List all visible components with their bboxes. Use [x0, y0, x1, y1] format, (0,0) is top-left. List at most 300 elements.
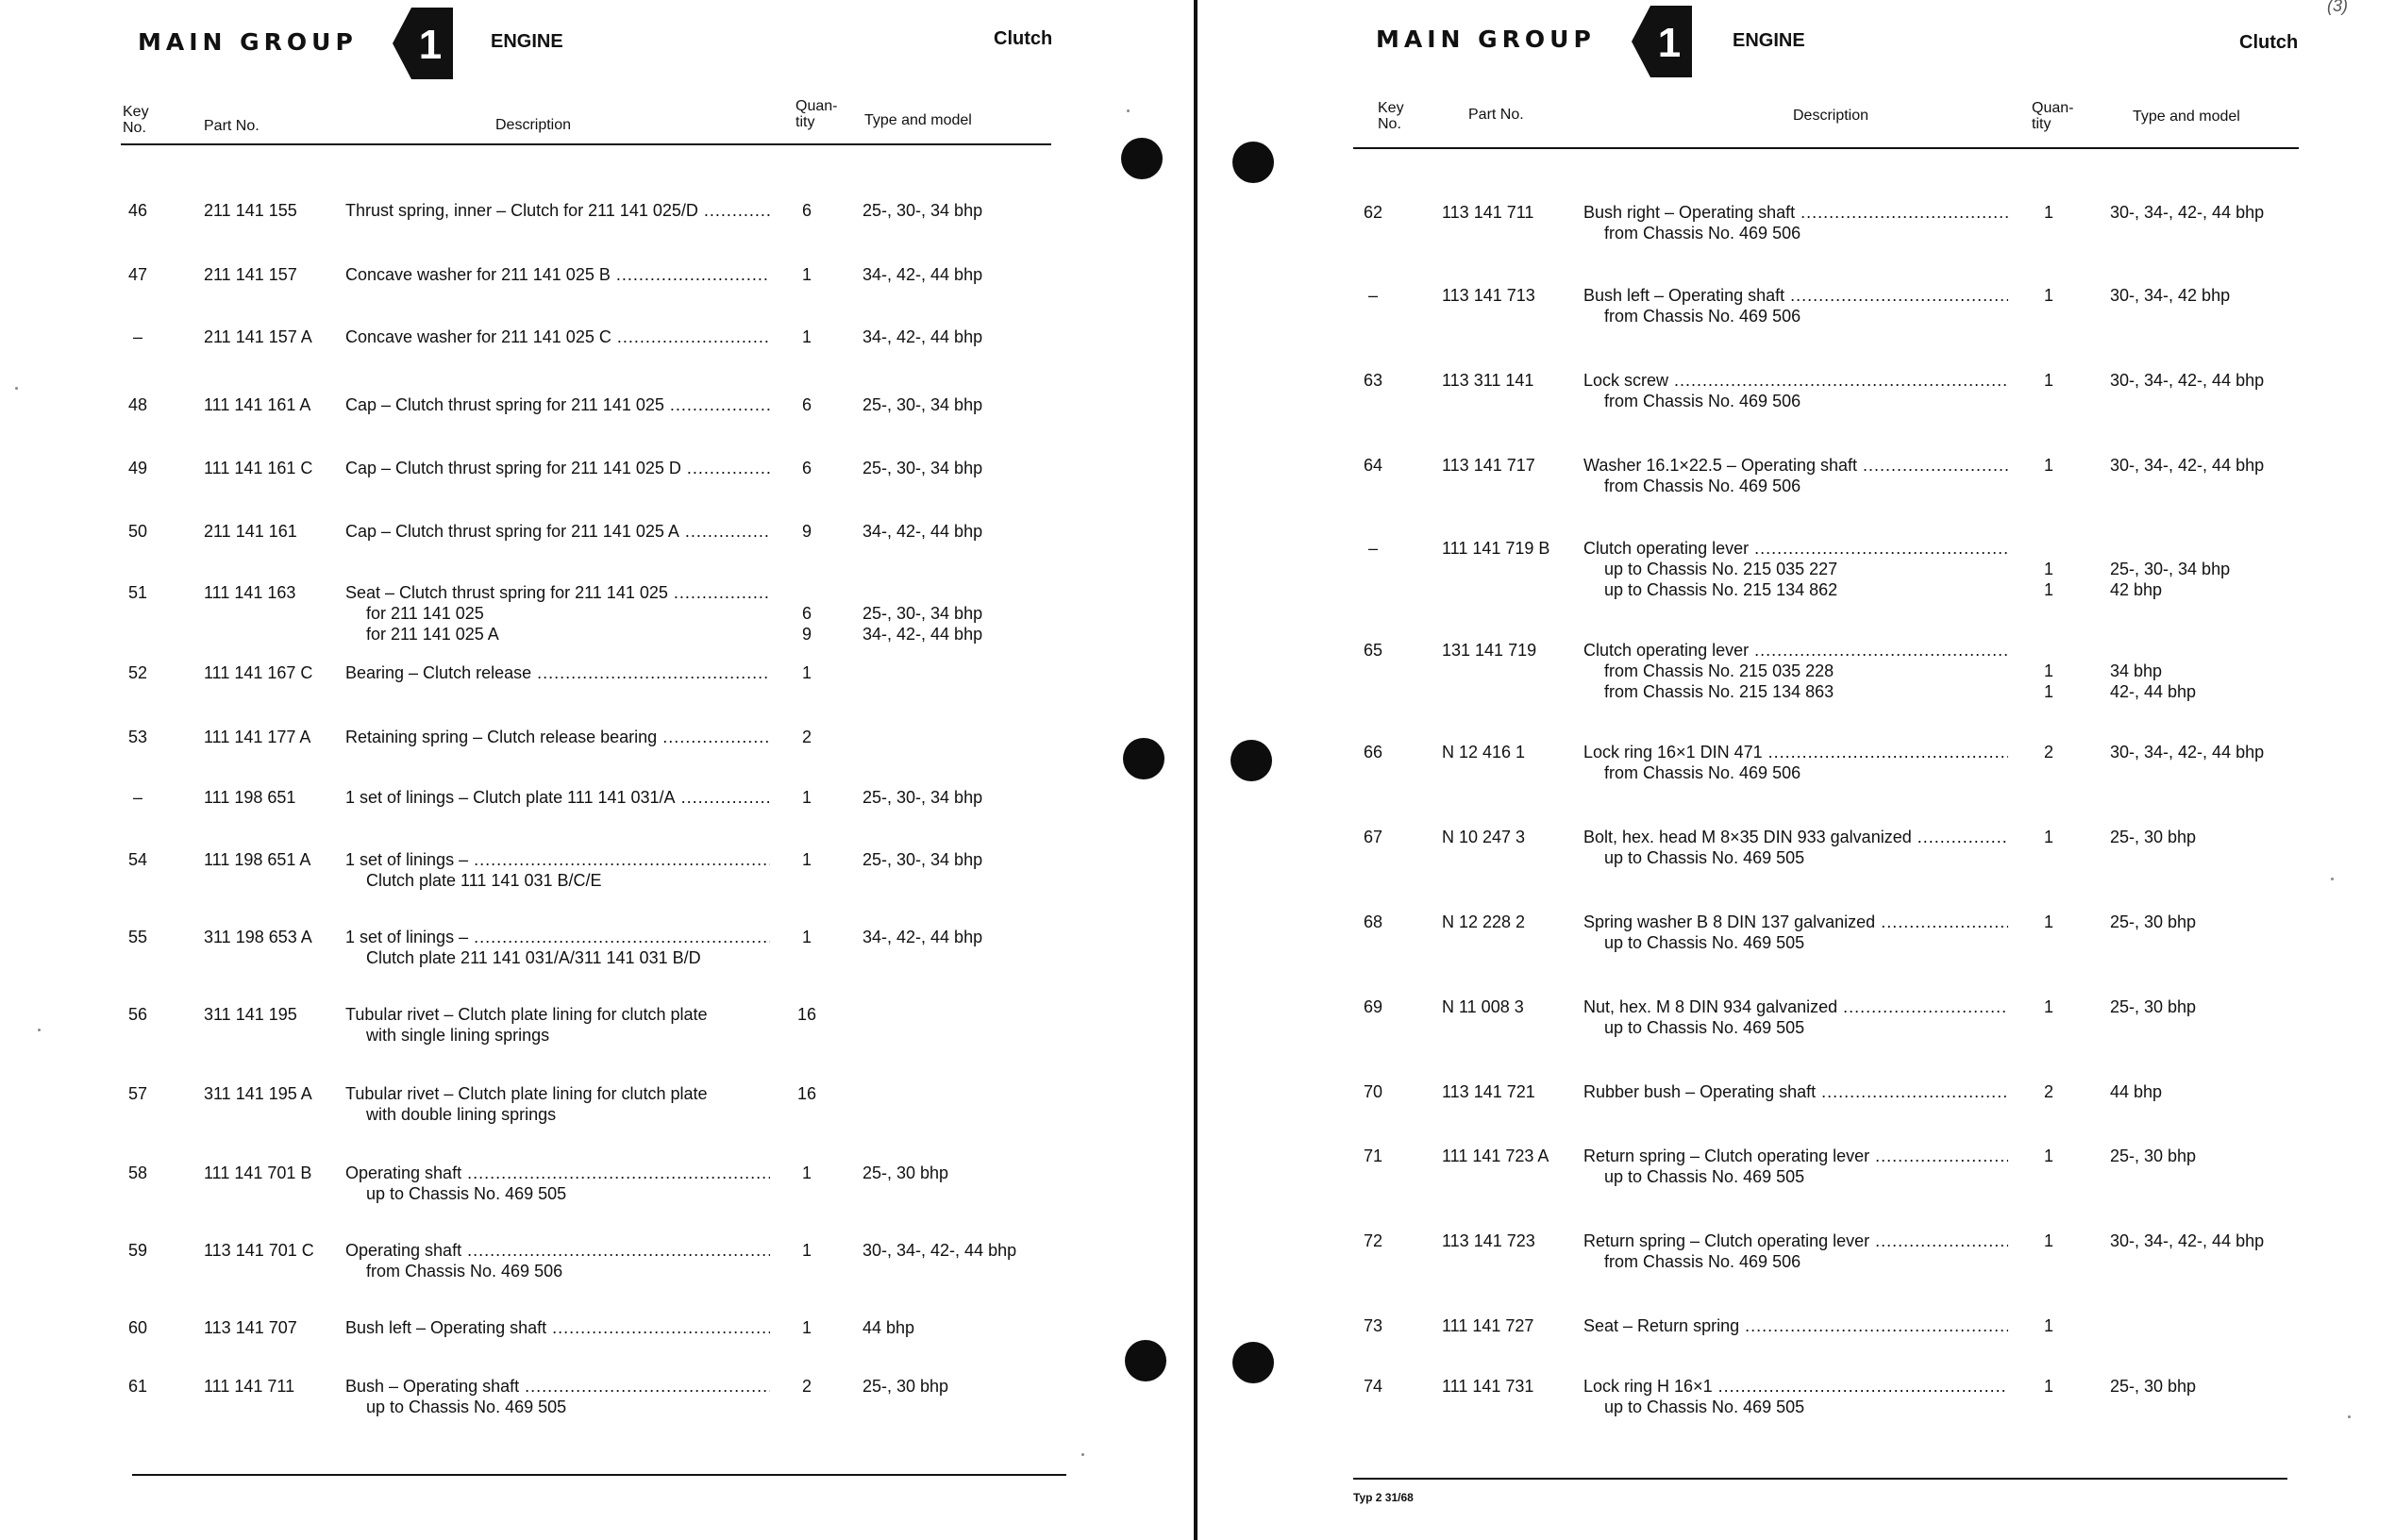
quantity-value: 9 — [801, 625, 812, 644]
part-number: 111 141 177 A — [204, 728, 311, 746]
key-number: 62 — [1363, 203, 1383, 222]
description — [345, 662, 770, 683]
quantity — [2035, 640, 2063, 702]
key-number: 73 — [1363, 1316, 1383, 1335]
type-and-model — [2110, 285, 2230, 306]
quantity-value: 2 — [2043, 743, 2053, 762]
type-and-model — [863, 458, 982, 478]
part-number: 131 141 719 — [1442, 641, 1537, 660]
subsection-title: Clutch — [994, 28, 1053, 49]
type-and-model — [863, 200, 982, 221]
type-value: 25-, 30 bhp — [2110, 828, 2197, 846]
description-line: Bolt, hex. head M 8×35 DIN 933 galvanized ..... — [1583, 827, 2008, 847]
type-and-model — [863, 394, 982, 415]
key-number: 55 — [127, 928, 148, 946]
description — [1583, 202, 2008, 243]
part-number: 113 141 701 C — [204, 1241, 314, 1260]
description-line: Cap – Clutch thrust spring for 211 141 025 ..... — [345, 394, 770, 415]
type-value: 25-, 30 bhp — [863, 1377, 949, 1396]
description — [345, 394, 770, 415]
description-line: Clutch operating lever ..... — [1583, 640, 2008, 661]
description — [345, 326, 770, 347]
quantity-value: 1 — [2043, 828, 2053, 846]
type-value: 30-, 34-, 42-, 44 bhp — [2110, 743, 2265, 762]
right-page — [1198, 0, 2395, 1540]
key-number: 56 — [127, 1005, 148, 1024]
description-line: Bush left – Operating shaft ..... — [345, 1317, 770, 1338]
quantity-value: 1 — [2043, 456, 2053, 475]
description-line: Clutch plate 211 141 031/A/311 141 031 B/D — [366, 948, 701, 967]
quantity-value: 6 — [801, 395, 812, 414]
header-rule — [121, 143, 1051, 145]
key-number: 50 — [127, 522, 148, 541]
quantity-value: 1 — [2043, 912, 2053, 931]
scan-speck — [15, 387, 18, 390]
description — [345, 927, 770, 968]
description — [1583, 912, 2008, 953]
type-value: 25-, 30-, 34 bhp — [863, 788, 983, 807]
type-value: 25-, 30-, 34 bhp — [863, 850, 983, 869]
key-number: – — [132, 327, 142, 346]
key-number: 60 — [127, 1318, 148, 1337]
description-line: Thrust spring, inner – Clutch for 211 141 025/D ..... — [345, 200, 770, 221]
type-and-model — [863, 264, 982, 285]
quantity — [793, 582, 821, 644]
type-value: 34 bhp — [2110, 661, 2163, 680]
key-number: 52 — [127, 663, 148, 682]
part-number: 311 198 653 A — [204, 928, 312, 946]
type-and-model — [863, 1317, 914, 1338]
type-and-model — [863, 927, 982, 947]
key-number: – — [132, 788, 142, 807]
quantity — [2035, 996, 2063, 1017]
description-line: with single lining springs — [366, 1026, 550, 1045]
main-group-title: MAIN GROUP — [138, 28, 358, 56]
type-and-model — [2110, 912, 2196, 932]
description — [345, 458, 770, 478]
quantity-value: 1 — [801, 1163, 812, 1182]
description-line: for 211 141 025 A — [366, 625, 499, 644]
scan-speck — [2331, 878, 2334, 880]
footer-code: Typ 2 31/68 — [1353, 1491, 1414, 1504]
type-and-model — [863, 787, 982, 808]
type-value — [863, 582, 982, 603]
key-number: 66 — [1363, 743, 1383, 762]
description-line: Lock ring H 16×1 ..... — [1583, 1376, 2008, 1397]
description-line: up to Chassis No. 469 505 — [1604, 1167, 1805, 1186]
type-and-model — [863, 1376, 948, 1397]
type-and-model — [863, 1163, 948, 1183]
type-value — [2110, 538, 2230, 559]
type-value: 44 bhp — [863, 1318, 915, 1337]
description-line: Cap – Clutch thrust spring for 211 141 025 A ..... — [345, 521, 770, 542]
key-number: 67 — [1363, 828, 1383, 846]
part-number: 113 141 713 — [1442, 286, 1535, 305]
type-value: 30-, 34-, 42-, 44 bhp — [863, 1241, 1017, 1260]
part-number: 111 141 719 B — [1442, 539, 1550, 558]
description-line: up to Chassis No. 215 035 227 — [1604, 560, 1838, 578]
key-number: – — [1367, 286, 1378, 305]
quantity-value — [2035, 538, 2063, 559]
description — [345, 1004, 770, 1046]
description-line: Washer 16.1×22.5 – Operating shaft ..... — [1583, 455, 2008, 476]
quantity-value: 6 — [801, 459, 812, 477]
quantity-value: 6 — [801, 604, 812, 623]
part-number: 111 198 651 A — [204, 850, 311, 869]
quantity-value: 2 — [801, 1377, 812, 1396]
quantity — [2035, 455, 2063, 476]
description — [1583, 1081, 2008, 1102]
description-line: Seat – Return spring ..... — [1583, 1315, 2008, 1336]
scan-speck — [1127, 109, 1130, 112]
col-desc-header: Description — [1793, 108, 1869, 124]
type-value: 25-, 30 bhp — [2110, 997, 2197, 1016]
quantity — [793, 1376, 821, 1397]
description — [345, 264, 770, 285]
type-value: 34-, 42-, 44 bhp — [863, 265, 983, 284]
quantity-value: 16 — [796, 1005, 817, 1024]
key-number: 49 — [127, 459, 148, 477]
description-line: Lock ring 16×1 DIN 471 ..... — [1583, 742, 2008, 762]
description-line: Seat – Clutch thrust spring for 211 141 025 ..... — [345, 582, 770, 603]
description-line: up to Chassis No. 469 505 — [366, 1184, 567, 1203]
key-number: 72 — [1363, 1231, 1383, 1250]
key-number: 51 — [127, 583, 148, 602]
description — [1583, 827, 2008, 868]
binder-hole — [1231, 740, 1272, 781]
scan-speck — [38, 1029, 41, 1031]
part-number: 113 141 711 — [1442, 203, 1534, 222]
quantity-value: 1 — [2043, 682, 2053, 701]
part-number: 111 141 161 A — [204, 395, 311, 414]
type-value: 34-, 42-, 44 bhp — [863, 625, 983, 644]
col-qty-header: Quan- tity — [2032, 100, 2074, 132]
description-line: for 211 141 025 — [366, 604, 484, 623]
quantity — [2035, 202, 2063, 223]
part-number: 211 141 157 A — [204, 327, 312, 346]
quantity-value: 2 — [2043, 1082, 2053, 1101]
part-number: N 10 247 3 — [1442, 828, 1526, 846]
type-value: 34-, 42-, 44 bhp — [863, 327, 983, 346]
corner-note: (3) — [2327, 0, 2348, 15]
key-number: – — [1367, 539, 1378, 558]
description-line: Cap – Clutch thrust spring for 211 141 025 D ..... — [345, 458, 770, 478]
section-title: ENGINE — [1733, 30, 1805, 51]
col-qty-header: Quan- tity — [796, 98, 838, 130]
quantity-value: 6 — [801, 201, 812, 220]
key-number: 69 — [1363, 997, 1383, 1016]
type-and-model — [2110, 827, 2196, 847]
quantity-value: 1 — [801, 928, 812, 946]
quantity — [793, 1163, 821, 1183]
col-key-header: Key No. — [1378, 100, 1404, 132]
key-number: 58 — [127, 1163, 148, 1182]
key-number: 54 — [127, 850, 148, 869]
description-line: from Chassis No. 469 506 — [1604, 477, 1801, 495]
type-value: 42-, 44 bhp — [2110, 682, 2197, 701]
part-number: 211 141 161 — [204, 522, 297, 541]
quantity — [2035, 742, 2063, 762]
description-line: Nut, hex. M 8 DIN 934 galvanized ..... — [1583, 996, 2008, 1017]
description-line: from Chassis No. 469 506 — [1604, 224, 1801, 243]
description-line: Bush – Operating shaft ..... — [345, 1376, 770, 1397]
group-number: 1 — [418, 22, 443, 68]
quantity — [2035, 827, 2063, 847]
key-number: 65 — [1363, 641, 1383, 660]
description-line: Operating shaft ..... — [345, 1163, 770, 1183]
description-line: Bearing – Clutch release ..... — [345, 662, 770, 683]
description — [1583, 285, 2008, 326]
key-number: 47 — [127, 265, 148, 284]
type-value: 30-, 34-, 42-, 44 bhp — [2110, 371, 2265, 390]
footer-rule — [132, 1474, 1066, 1476]
quantity-value: 1 — [2043, 203, 2053, 222]
description — [345, 1240, 770, 1281]
type-value: 25-, 30 bhp — [2110, 1377, 2197, 1396]
quantity-value: 1 — [801, 850, 812, 869]
part-number: N 12 228 2 — [1442, 912, 1526, 931]
group-number-badge — [1628, 2, 1696, 81]
part-number: 113 141 723 — [1442, 1231, 1535, 1250]
binder-hole — [1121, 138, 1163, 179]
part-number: 111 141 727 — [1442, 1316, 1534, 1335]
description — [1583, 455, 2008, 496]
description-line: 1 set of linings – Clutch plate 111 141 031/A ..... — [345, 787, 770, 808]
quantity-value: 1 — [2043, 1147, 2053, 1165]
quantity-value: 1 — [801, 663, 812, 682]
part-number: N 12 416 1 — [1442, 743, 1526, 762]
part-number: 111 198 651 — [204, 788, 296, 807]
main-group-title: MAIN GROUP — [1376, 25, 1596, 53]
quantity-value: 1 — [801, 788, 812, 807]
quantity — [2035, 1146, 2063, 1166]
description-line: Concave washer for 211 141 025 C ..... — [345, 326, 770, 347]
key-number: 64 — [1363, 456, 1383, 475]
type-and-model — [863, 1240, 1016, 1261]
quantity — [2035, 1230, 2063, 1251]
description — [345, 787, 770, 808]
type-value: 25-, 30-, 34 bhp — [863, 201, 983, 220]
type-value: 25-, 30-, 34 bhp — [863, 604, 983, 623]
header-rule — [1353, 147, 2299, 149]
quantity — [2035, 1376, 2063, 1397]
quantity — [793, 1004, 821, 1025]
scan-speck — [1081, 1453, 1084, 1456]
type-value: 44 bhp — [2110, 1082, 2163, 1101]
key-number: 71 — [1363, 1147, 1383, 1165]
footer-rule — [1353, 1478, 2287, 1480]
quantity — [2035, 1081, 2063, 1102]
quantity — [2035, 538, 2063, 600]
quantity-value: 1 — [2043, 1231, 2053, 1250]
description — [1583, 742, 2008, 783]
description-line: Tubular rivet – Clutch plate lining for clutch plate — [345, 1005, 708, 1024]
description-line: Retaining spring – Clutch release bearing ..... — [345, 727, 770, 747]
description-line: up to Chassis No. 469 505 — [1604, 933, 1805, 952]
quantity — [793, 849, 821, 870]
description-line: Rubber bush – Operating shaft ..... — [1583, 1081, 2008, 1102]
key-number: 70 — [1363, 1082, 1383, 1101]
part-number: 111 141 711 — [204, 1377, 295, 1396]
description-line: Clutch plate 111 141 031 B/C/E — [366, 871, 602, 890]
subsection-title: Clutch — [2239, 32, 2299, 53]
quantity — [2035, 370, 2063, 391]
key-number: 53 — [127, 728, 148, 746]
type-value: 25-, 30 bhp — [863, 1163, 949, 1182]
type-and-model — [863, 582, 982, 644]
col-type-header: Type and model — [864, 112, 972, 128]
description-line: Bush right – Operating shaft ..... — [1583, 202, 2008, 223]
description — [345, 1163, 770, 1204]
description-line: Concave washer for 211 141 025 B ..... — [345, 264, 770, 285]
part-number: 111 141 723 A — [1442, 1147, 1549, 1165]
col-type-header: Type and model — [2133, 109, 2240, 125]
type-and-model — [863, 849, 982, 870]
description-line: with double lining springs — [366, 1105, 557, 1124]
type-and-model — [2110, 538, 2230, 600]
quantity — [793, 200, 821, 221]
group-number-badge — [389, 4, 457, 83]
quantity-value: 1 — [2043, 560, 2053, 578]
type-value: 42 bhp — [2110, 580, 2163, 599]
type-and-model — [2110, 202, 2264, 223]
binder-hole — [1232, 1342, 1274, 1383]
description — [1583, 1376, 2008, 1417]
group-number: 1 — [1657, 20, 1682, 66]
quantity-value: 1 — [2043, 1377, 2053, 1396]
quantity — [793, 458, 821, 478]
description — [345, 582, 770, 644]
description-line: from Chassis No. 215 035 228 — [1604, 661, 1834, 680]
quantity-value — [2035, 640, 2063, 661]
description — [1583, 1230, 2008, 1272]
description — [345, 521, 770, 542]
description-line: from Chassis No. 469 506 — [1604, 1252, 1801, 1271]
description-line: 1 set of linings – ..... — [345, 927, 770, 947]
quantity — [793, 927, 821, 947]
part-number: 113 141 717 — [1442, 456, 1535, 475]
key-number: 46 — [127, 201, 148, 220]
description — [1583, 538, 2008, 600]
quantity — [793, 1083, 821, 1104]
type-value: 25-, 30-, 34 bhp — [863, 395, 983, 414]
description-line: up to Chassis No. 469 505 — [1604, 848, 1805, 867]
quantity-value: 1 — [2043, 997, 2053, 1016]
part-number: 211 141 155 — [204, 201, 297, 220]
quantity — [793, 521, 821, 542]
description — [345, 849, 770, 891]
type-and-model — [2110, 455, 2264, 476]
col-part-header: Part No. — [204, 118, 260, 134]
description — [1583, 996, 2008, 1038]
quantity — [2035, 285, 2063, 306]
quantity-value: 1 — [2043, 1316, 2053, 1335]
description — [345, 727, 770, 747]
part-number: 111 141 167 C — [204, 663, 313, 682]
part-number: 111 141 701 B — [204, 1163, 312, 1182]
type-and-model — [2110, 370, 2264, 391]
description — [1583, 640, 2008, 702]
description-line: Lock screw ..... — [1583, 370, 2008, 391]
type-value: 25-, 30 bhp — [2110, 1147, 2197, 1165]
description-line: up to Chassis No. 469 505 — [1604, 1018, 1805, 1037]
quantity-value: 9 — [801, 522, 812, 541]
type-and-model — [2110, 1146, 2196, 1166]
part-number: 211 141 157 — [204, 265, 297, 284]
quantity — [793, 264, 821, 285]
quantity-value: 1 — [801, 265, 812, 284]
description — [345, 200, 770, 221]
col-part-header: Part No. — [1468, 107, 1524, 123]
quantity-value: 1 — [801, 1318, 812, 1337]
description-line: from Chassis No. 469 506 — [1604, 763, 1801, 782]
quantity — [793, 662, 821, 683]
type-value: 25-, 30 bhp — [2110, 912, 2197, 931]
type-value: 34-, 42-, 44 bhp — [863, 522, 983, 541]
description-line: Clutch operating lever ..... — [1583, 538, 2008, 559]
quantity — [793, 1240, 821, 1261]
quantity-value: 2 — [801, 728, 812, 746]
type-and-model — [2110, 1230, 2264, 1251]
key-number: 74 — [1363, 1377, 1383, 1396]
description-line: from Chassis No. 469 506 — [1604, 307, 1801, 326]
type-value: 30-, 34-, 42-, 44 bhp — [2110, 203, 2265, 222]
description — [1583, 1146, 2008, 1187]
description-line: Operating shaft ..... — [345, 1240, 770, 1261]
key-number: 63 — [1363, 371, 1383, 390]
type-value — [2110, 640, 2196, 661]
binder-hole — [1232, 142, 1274, 183]
type-value: 34-, 42-, 44 bhp — [863, 928, 983, 946]
quantity — [793, 787, 821, 808]
left-page — [0, 0, 1197, 1540]
description-line: from Chassis No. 215 134 863 — [1604, 682, 1834, 701]
part-number: 311 141 195 A — [204, 1084, 312, 1103]
binder-hole — [1123, 738, 1164, 779]
description — [1583, 1315, 2008, 1336]
type-and-model — [2110, 640, 2196, 702]
key-number: 57 — [127, 1084, 148, 1103]
key-number: 59 — [127, 1241, 148, 1260]
col-desc-header: Description — [495, 117, 572, 133]
type-and-model — [2110, 1376, 2196, 1397]
quantity — [2035, 1315, 2063, 1336]
type-value: 25-, 30-, 34 bhp — [863, 459, 983, 477]
description-line: up to Chassis No. 215 134 862 — [1604, 580, 1838, 599]
part-number: 311 141 195 — [204, 1005, 297, 1024]
description-line: up to Chassis No. 469 505 — [1604, 1398, 1805, 1416]
part-number: 113 141 721 — [1442, 1082, 1535, 1101]
type-value: 30-, 34-, 42-, 44 bhp — [2110, 456, 2265, 475]
key-number: 61 — [127, 1377, 148, 1396]
quantity-value: 1 — [801, 327, 812, 346]
type-and-model — [863, 326, 982, 347]
type-and-model — [2110, 996, 2196, 1017]
quantity — [793, 394, 821, 415]
type-value: 30-, 34-, 42 bhp — [2110, 286, 2231, 305]
type-and-model — [863, 521, 982, 542]
description-line: Bush left – Operating shaft ..... — [1583, 285, 2008, 306]
description-line: from Chassis No. 469 506 — [1604, 392, 1801, 410]
type-value: 30-, 34-, 42-, 44 bhp — [2110, 1231, 2265, 1250]
part-number: 113 311 141 — [1442, 371, 1534, 390]
section-title: ENGINE — [491, 31, 563, 52]
description-line: Return spring – Clutch operating lever ..... — [1583, 1230, 2008, 1251]
col-key-header: Key No. — [123, 104, 149, 136]
quantity — [793, 1317, 821, 1338]
quantity-value: 1 — [2043, 661, 2053, 680]
part-number: N 11 008 3 — [1442, 997, 1524, 1016]
